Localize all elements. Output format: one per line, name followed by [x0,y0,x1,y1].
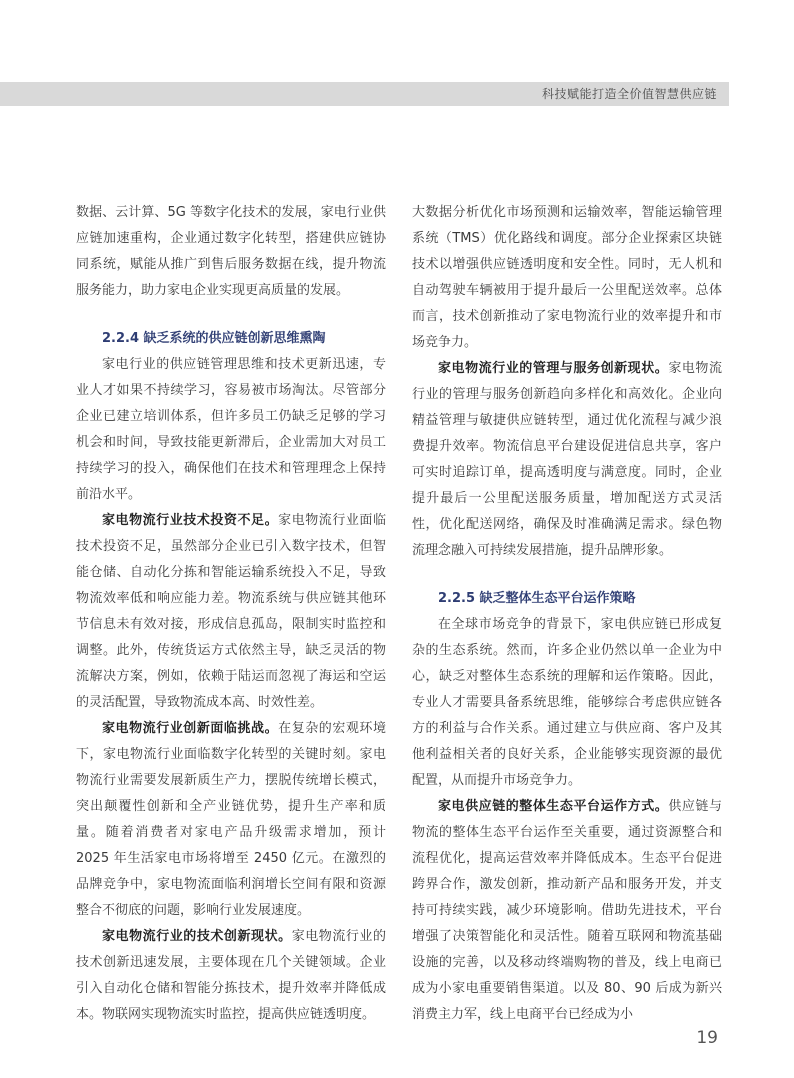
paragraph-lead: 家电物流行业技术投资不足。 [102,513,279,528]
paragraph-lead: 家电物流行业的技术创新现状。 [102,929,292,944]
paragraph: 家电行业的供应链管理思维和技术更新迅速，专业人才如果不持续学习，容易被市场淘汰。尽管部分企业已建立培训体系，但许多员工仍缺乏足够的学习机会和时间，导致技能更新滞后，企业需加大对员工持续学习的投入，确保他们在技术和管理理念上保持前沿水平。 [76,357,386,502]
running-header-title: 科技赋能打造全价值智慧供应链 [541,87,717,101]
paragraph: 数据、云计算、5G 等数字化技术的发展，家电行业供应链加速重构，企业通过数字化转型，搭建供应链协同系统，赋能从推广到售后服务数据在线，提升物流服务能力，助力家电企业实现更高质量的发展。 [76,205,386,298]
section-heading-2-2-4: 2.2.4 缺乏系统的供应链创新思维熏陶 [102,331,326,346]
right-column [412,200,722,1028]
paragraph-management-service [412,356,722,564]
paragraph-body: 家电物流行业的技术创新迅速发展，主要体现在几个关键领域。企业引入自动化仓储和智能分拣技术，提升效率并降低成本。物联网实现物流实时监控，提高供应链透明度。 [76,929,386,1022]
paragraph-innovation-challenge [76,716,386,924]
paragraph-tech-innovation-status [76,924,386,1028]
paragraph-ecosystem-platform [412,794,722,1028]
header-band [0,82,729,106]
paragraph: 在全球市场竞争的背景下，家电供应链已形成复杂的生态系统。然而，许多企业仍然以单一企业为中心，缺乏对整体生态系统的理解和运作策略。因此，专业人才需要具备系统思维，能够综合考虑供应链各方的利益与合作关系。通过建立与供应商、客户及其他利益相关者的良好关系，企业能够实现资源的最优配置，从而提升市场竞争力。 [412,617,722,788]
paragraph: 大数据分析优化市场预测和运输效率，智能运输管理系统（TMS）优化路线和调度。部分企业探索区块链技术以增强供应链透明度和安全性。同时，无人机和自动驾驶车辆被用于提升最后一公里配送效率。总体而言，技术创新推动了家电物流行业的效率提升和市场竞争力。 [412,205,722,350]
section-heading-2-2-5: 2.2.5 缺乏整体生态平台运作策略 [438,591,636,606]
paragraph-body: 家电物流行业面临技术投资不足，虽然部分企业已引入数字技术，但智能仓储、自动化分拣和智能运输系统投入不足，导致物流效率低和响应能力差。物流系统与供应链其他环节信息未有效对接，形成信息孤岛，限制实时监控和调整。此外，传统货运方式依然主导，缺乏灵活的物流解决方案，例如，依赖于陆运而忽视了海运和空运的灵活配置，导致物流成本高、时效性差。 [76,513,386,710]
paragraph-body: 供应链与物流的整体生态平台运作至关重要，通过资源整合和流程优化，提高运营效率并降低成本。生态平台促进跨界合作，激发创新，推动新产品和服务开发，并支持可持续实践，减少环境影响。借助先进技术，平台增强了决策智能化和灵活性。随着互联网和物流基础设施的完善，以及移动终端购物的普及，线上电商已成为小家电重要销售渠道。以及 80、90 后成为新兴消费主力军，线上电商平台已经成为小 [412,799,722,1022]
paragraph-body: 家电物流行业的管理与服务创新趋向多样化和高效化。企业向精益管理与敏捷供应链转型，通过优化流程与减少浪费提升效率。物流信息平台建设促进信息共享，客户可实时追踪订单，提高透明度与满意度。同时，企业提升最后一公里配送服务质量，增加配送方式灵活性，优化配送网络，确保及时准确满足需求。绿色物流理念融入可持续发展措施，提升品牌形象。 [412,361,722,558]
paragraph-lead: 家电供应链的整体生态平台运作方式。 [438,799,669,814]
left-column [76,200,386,1028]
paragraph-tech-investment [76,508,386,716]
paragraph-body: 在复杂的宏观环境下，家电物流行业面临数字化转型的关键时刻。家电物流行业需要发展新质生产力，摆脱传统增长模式，突出颠覆性创新和全产业链优势，提升生产率和质量。随着消费者对家电产品升级需求增加，预计 2025 年生活家电市场将增至 2450 亿元。在激烈的品牌竞争中，家电物流面临利润增长空间有限和资源整合不彻底的问题，影响行业发展速度。 [76,721,386,918]
page-number: 19 [696,1028,718,1048]
paragraph-lead: 家电物流行业创新面临挑战。 [102,721,279,736]
paragraph-lead: 家电物流行业的管理与服务创新现状。 [438,361,669,376]
